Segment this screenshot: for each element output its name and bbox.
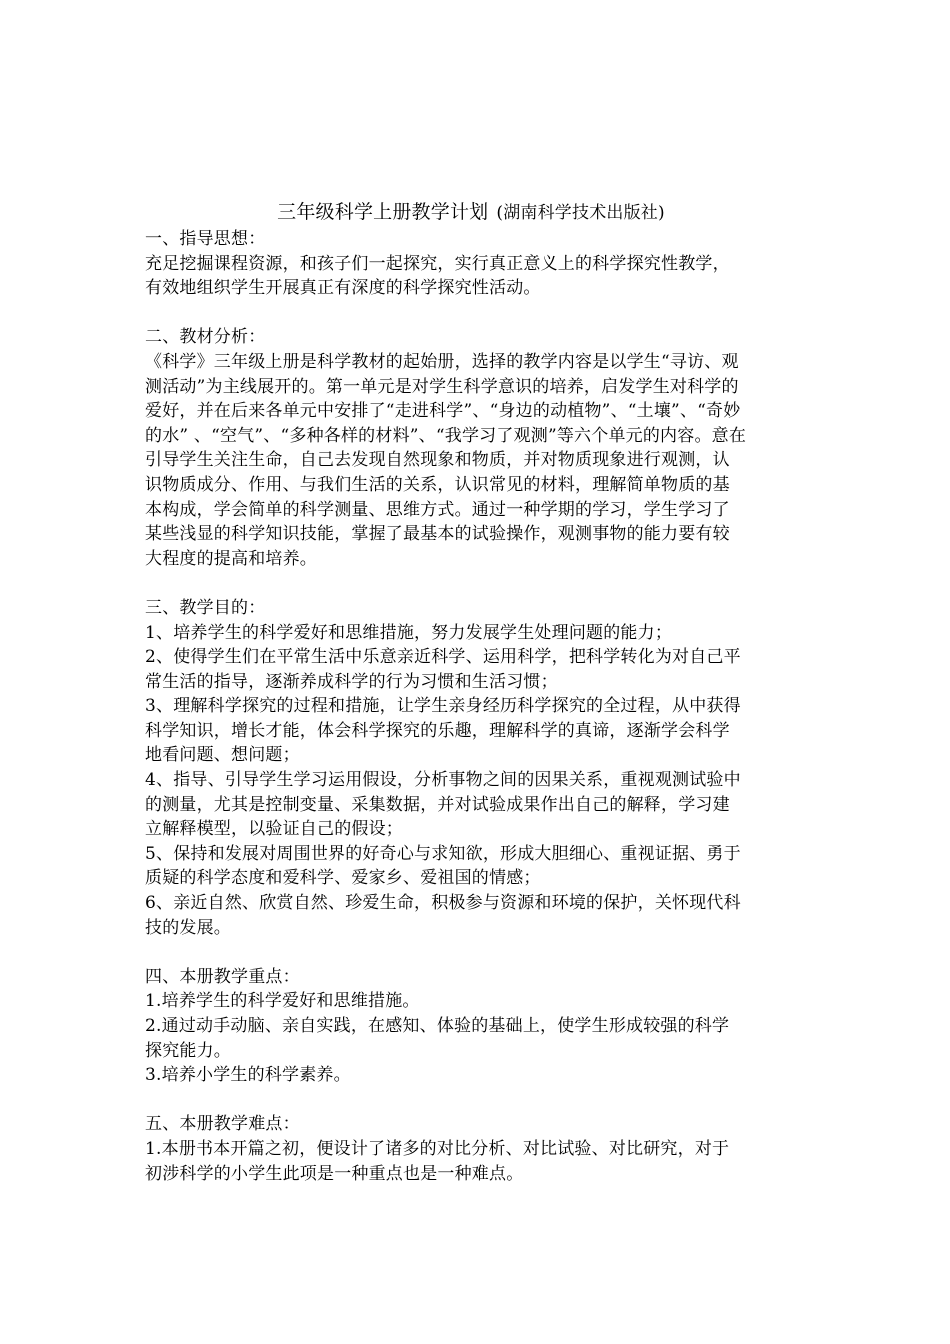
text-line: 3、理解科学探究的过程和措施，让学生亲身经历科学探究的全过程，从中获得	[145, 696, 741, 717]
text-line: 四、本册教学重点：	[145, 966, 300, 987]
text-line: 《科学》三年级上册是科学教材的起始册，选择的教学内容是以学生“寻访、观	[145, 351, 739, 372]
blank-line	[145, 1088, 805, 1113]
text-line: 探究能力。	[145, 1040, 231, 1061]
text-line: 一、指导思想：	[145, 229, 266, 249]
text-line: 6、亲近自然、欣赏自然、珍爱生命，积极参与资源和环境的保护，关怀现代科	[145, 893, 741, 914]
text-line: 引导学生关注生命，自己去发现自然现象和物质，并对物质现象进行观测，认	[145, 450, 730, 471]
document-body	[145, 227, 805, 1186]
text-line: 爱好，并在后来各单元中安排了“走进科学”、“身边的动植物”、“土壤”、“奇妙	[145, 401, 741, 422]
text-line: 三、教学目的：	[145, 597, 266, 618]
blank-line	[145, 301, 805, 326]
text-line: 识物质成分、作用、与我们生活的关系，认识常见的材料，理解简单物质的基	[145, 474, 730, 495]
text-line: 技的发展。	[145, 917, 231, 938]
text-line: 常生活的指导，逐渐养成科学的行为习惯和生活习惯；	[145, 671, 558, 692]
text-line: 5、保持和发展对周围世界的好奇心与求知欲，形成大胆细心、重视证据、勇于	[145, 843, 741, 864]
text-line: 有效地组织学生开展真正有深度的科学探究性活动。	[145, 278, 541, 299]
text-line: 二、教材分析：	[145, 327, 266, 348]
text-line: 的水” 、“空气”、“多种各样的材料”、“我学习了观测”等六个单元的内容。意在	[145, 425, 747, 446]
text-line: 1、培养学生的科学爱好和思维措施，努力发展学生处理问题的能力；	[145, 622, 673, 643]
text-line: 2.通过动手动脑、亲自实践，在感知、体验的基础上，使学生形成较强的科学	[145, 1016, 730, 1036]
text-line: 地看问题、想问题；	[145, 745, 300, 766]
document-subtitle: (湖南科学技术出版社)	[496, 203, 665, 223]
document-page	[145, 198, 805, 1186]
document-title-row	[137, 198, 805, 227]
text-line: 1.培养学生的科学爱好和思维措施。	[145, 991, 420, 1012]
text-line: 4、指导、引导学生学习运用假设，分析事物之间的因果关系，重视观测试验中	[145, 770, 741, 791]
text-line: 五、本册教学难点：	[145, 1114, 300, 1135]
text-line: 立解释模型，以验证自己的假设；	[145, 819, 403, 840]
text-line: 质疑的科学态度和爱科学、爱家乡、爱祖国的情感；	[145, 868, 541, 889]
blank-line	[145, 940, 805, 965]
text-line: 初涉科学的小学生此项是一种重点也是一种难点。	[145, 1163, 524, 1184]
text-line: 测活动”为主线展开的。第一单元是对学生科学意识的培养，启发学生对科学的	[145, 376, 739, 397]
text-line: 1.本册书本开篇之初，便设计了诸多的对比分析、对比试验、对比研究，对于	[145, 1138, 730, 1159]
text-line: 的测量，尤其是控制变量、采集数据，并对试验成果作出自己的解释，学习建	[145, 794, 730, 815]
blank-line	[145, 571, 805, 596]
text-line: 3.培养小学生的科学素养。	[145, 1065, 351, 1086]
text-line: 本构成，学会简单的科学测量、思维方式。通过一种学期的学习，学生学习了	[145, 499, 730, 520]
text-line: 充足挖掘课程资源，和孩子们一起探究，实行真正意义上的科学探究性教学，	[145, 253, 730, 274]
text-line: 大程度的提高和培养。	[145, 548, 317, 569]
text-line: 某些浅显的科学知识技能，掌握了最基本的试验操作，观测事物的能力要有较	[145, 524, 730, 545]
text-line: 2、使得学生们在平常生活中乐意亲近科学、运用科学，把科学转化为对自己平	[145, 647, 741, 668]
text-line: 科学知识，增长才能，体会科学探究的乐趣，理解科学的真谛，逐渐学会科学	[145, 720, 730, 741]
document-title: 三年级科学上册教学计划	[277, 201, 489, 223]
